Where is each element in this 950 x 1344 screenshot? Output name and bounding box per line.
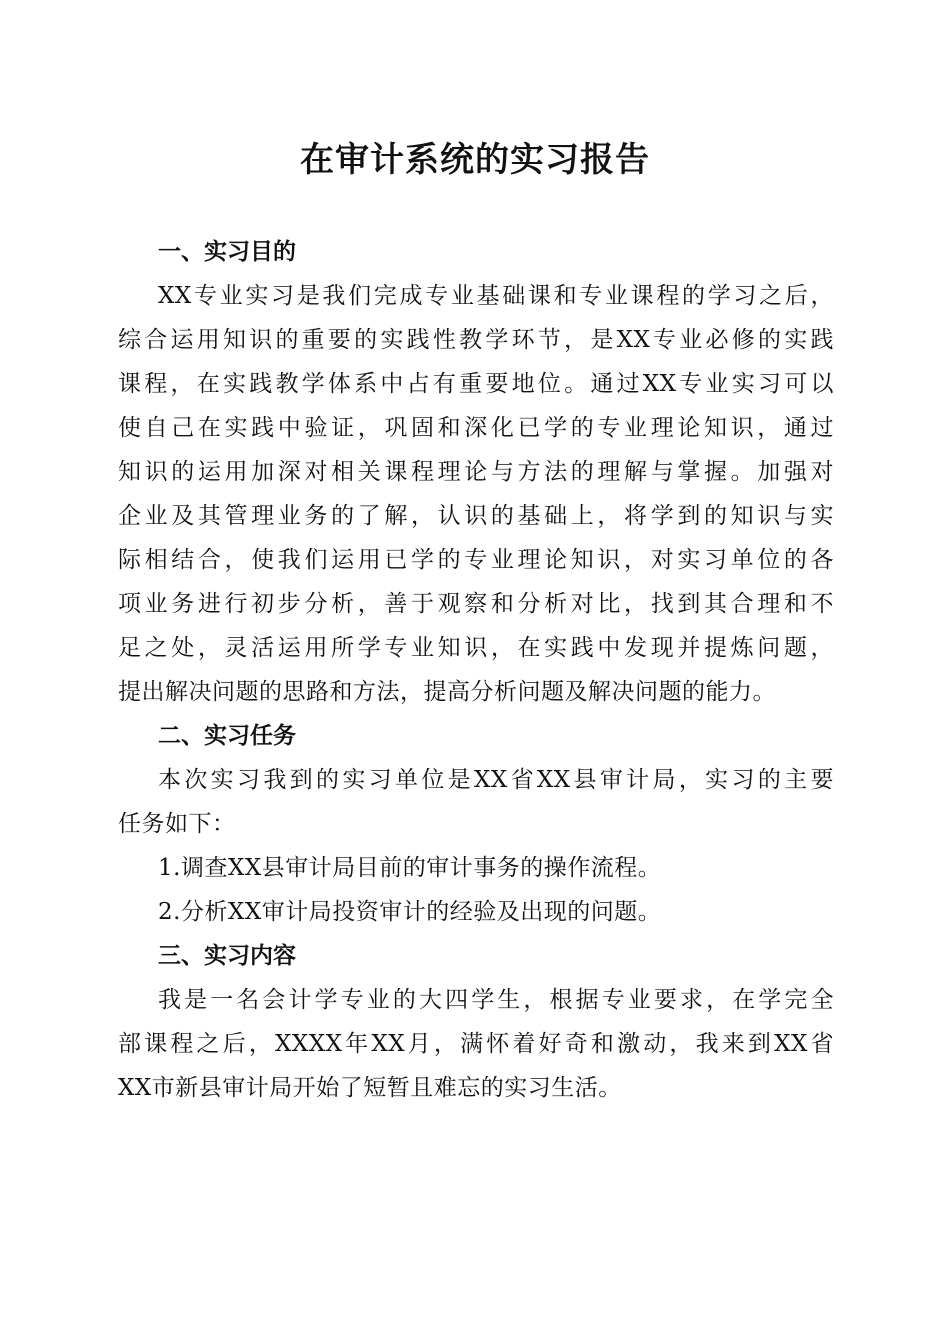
- task-list-item: 2.分析XX审计局投资审计的经验及出现的问题。: [158, 899, 662, 925]
- section-heading-content: 三、实习内容: [158, 943, 296, 969]
- paragraph-line: 足之处，灵活运用所学专业知识，在实践中发现并提炼问题，: [118, 635, 834, 661]
- paragraph-line: 提出解决问题的思路和方法，提高分析问题及解决问题的能力。: [118, 679, 776, 705]
- paragraph-line: XX专业实习是我们完成专业基础课和专业课程的学习之后，: [158, 283, 834, 309]
- paragraph-line: 际相结合，使我们运用已学的专业理论知识，对实习单位的各: [118, 547, 834, 573]
- paragraph-line: 知识的运用加深对相关课程理论与方法的理解与掌握。加强对: [118, 459, 834, 485]
- section-paragraph-content: [118, 978, 834, 1110]
- section-heading-tasks: 二、实习任务: [158, 723, 296, 749]
- task-list-item: 1.调查XX县审计局目前的审计事务的操作流程。: [158, 855, 662, 881]
- paragraph-line: 本次实习我到的实习单位是XX省XX县审计局，实习的主要: [158, 767, 834, 793]
- document-title: 在审计系统的实习报告: [300, 140, 650, 180]
- paragraph-line: 企业及其管理业务的了解，认识的基础上，将学到的知识与实: [118, 503, 834, 529]
- paragraph-line: 使自己在实践中验证，巩固和深化已学的专业理论知识，通过: [118, 415, 834, 441]
- section-heading-purpose: 一、实习目的: [158, 239, 296, 265]
- paragraph-line: 任务如下：: [118, 811, 236, 837]
- section-paragraph-purpose: [118, 274, 834, 714]
- paragraph-line: 综合运用知识的重要的实践性教学环节，是XX专业必修的实践: [118, 327, 834, 353]
- paragraph-line: 项业务进行初步分析，善于观察和分析对比，找到其合理和不: [118, 591, 834, 617]
- paragraph-line: 部课程之后，XXXX年XX月，满怀着好奇和激动，我来到XX省: [118, 1031, 834, 1057]
- paragraph-line: 课程，在实践教学体系中占有重要地位。通过XX专业实习可以: [118, 371, 834, 397]
- paragraph-line: 我是一名会计学专业的大四学生，根据专业要求，在学完全: [158, 987, 834, 1013]
- document-body: [118, 230, 834, 1110]
- section-paragraph-tasks: [118, 758, 834, 934]
- paragraph-line: XX市新县审计局开始了短暂且难忘的实习生活。: [118, 1075, 622, 1101]
